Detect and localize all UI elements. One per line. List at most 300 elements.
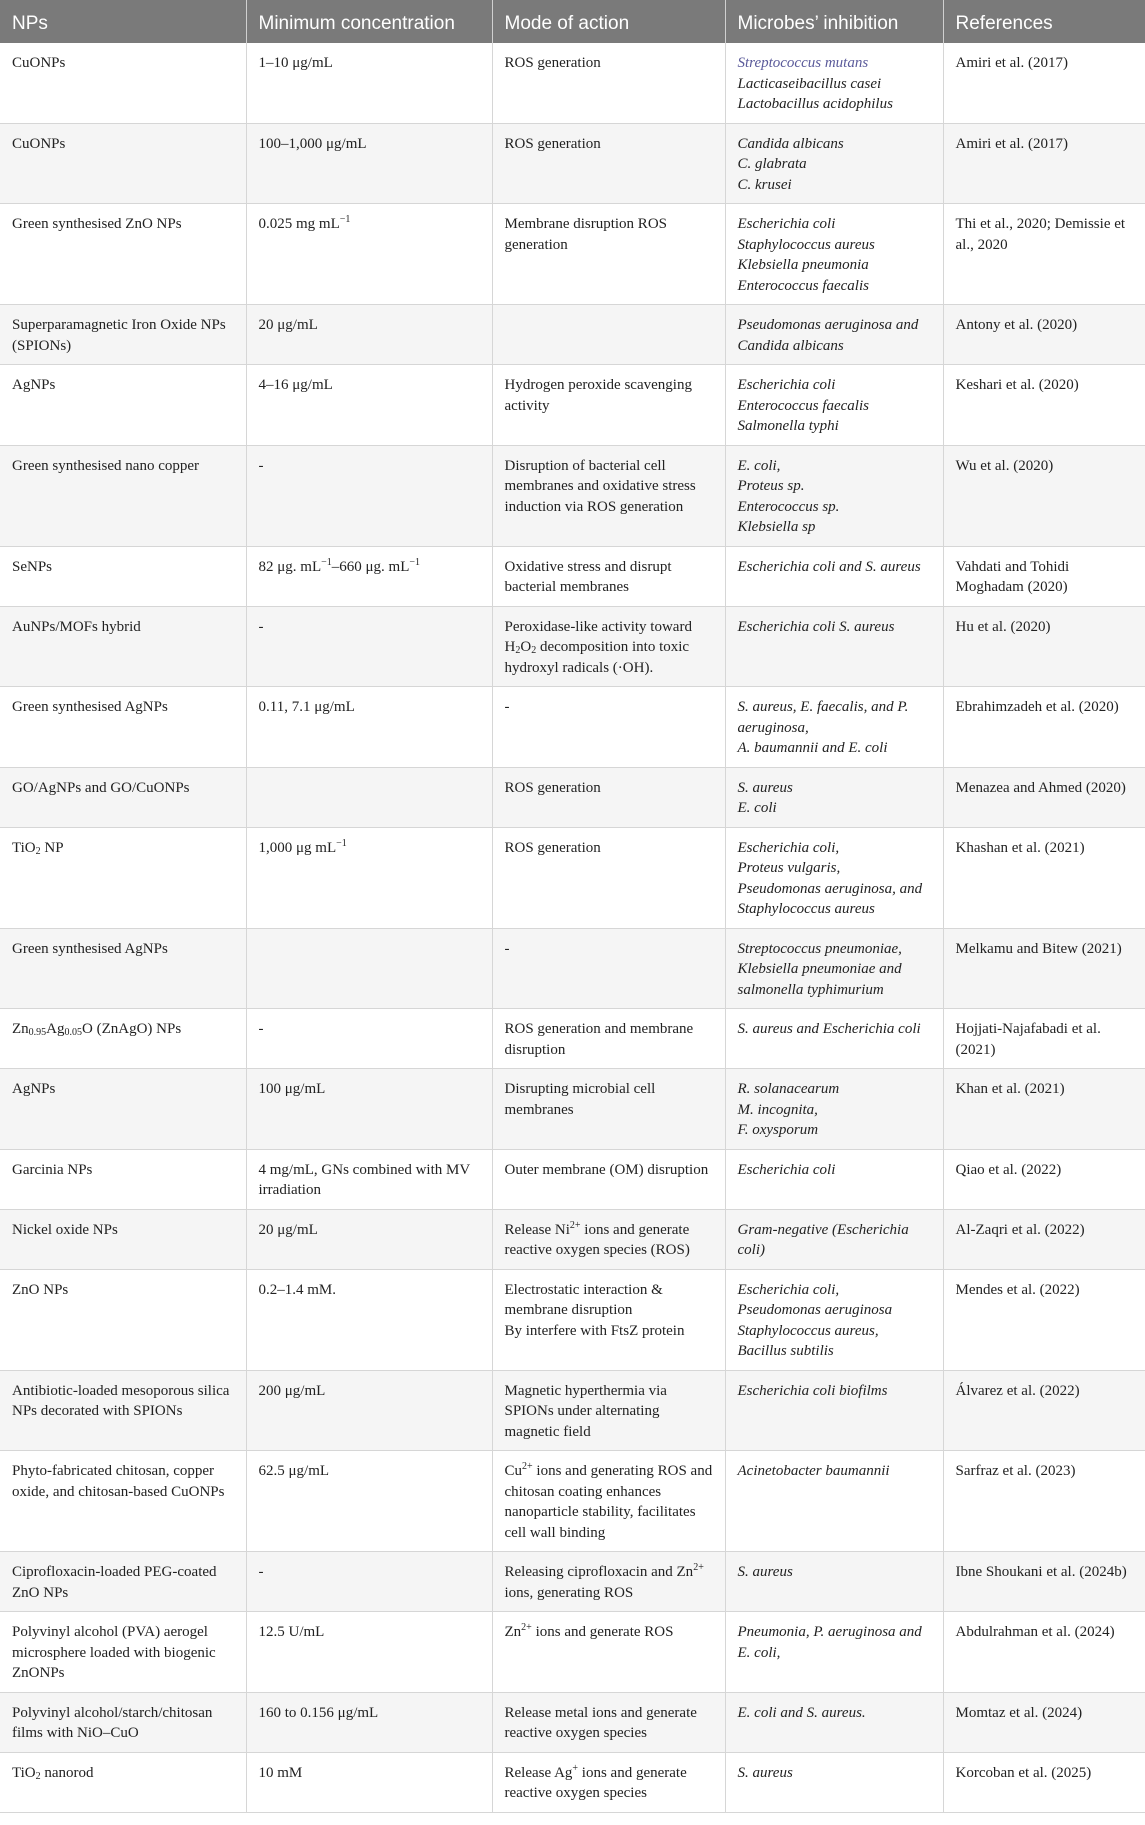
cell-reference — [943, 1149, 1145, 1209]
text-part: Releasing ciprofloxacin and Zn — [504, 1564, 694, 1580]
mode-text: ROS generation — [504, 839, 601, 856]
microbe-name: Acinetobacter baumannii — [737, 1463, 890, 1479]
cell-np — [0, 1209, 246, 1269]
microbe-name: E. coli and S. aureus. — [737, 1704, 866, 1721]
cell-mode-of-action — [492, 687, 725, 768]
subscript: 2 — [515, 645, 521, 656]
cell-np — [0, 1269, 246, 1370]
cell-mode-of-action — [492, 305, 725, 365]
cell-microbes — [725, 1269, 943, 1370]
cell-concentration — [246, 827, 492, 928]
np-name: Antibiotic-loaded mesoporous silica NPs decorated with SPIONs — [12, 1382, 230, 1419]
table-row — [0, 1692, 1145, 1752]
np-name: GO/AgNPs and GO/CuONPs — [12, 779, 190, 796]
cell-reference — [943, 767, 1145, 827]
cell-microbes — [725, 1370, 943, 1451]
table-row — [0, 43, 1145, 123]
header-minimum-concentration: Minimum concentration — [246, 0, 492, 43]
microbe-name: F. oxysporum — [737, 1122, 819, 1138]
cell-np — [0, 1370, 246, 1451]
microbe-name: Escherichia coli biofilms — [737, 1382, 888, 1399]
cell-concentration — [246, 305, 492, 365]
concentration-value: 1–10 μg/mL — [258, 55, 333, 71]
cell-microbes — [725, 1552, 943, 1612]
np-name: Garcinia NPs — [12, 1161, 93, 1178]
mode-text: Oxidative stress and disrupt bacterial membranes — [504, 558, 672, 595]
microbe-name: S. aureus and Escherichia coli — [737, 1021, 921, 1037]
concentration-value: - — [258, 1564, 264, 1580]
table-row — [0, 305, 1145, 365]
cell-mode-of-action — [492, 546, 725, 606]
mode-text: - — [504, 940, 510, 957]
table-row — [0, 1612, 1145, 1693]
cell-mode-of-action — [492, 1009, 725, 1069]
cell-reference — [943, 365, 1145, 446]
microbe-name: Bacillus subtilis — [737, 1343, 834, 1359]
reference-text: Al-Zaqri et al. (2022) — [955, 1221, 1085, 1238]
superscript: + — [572, 1762, 579, 1774]
header-row — [0, 0, 1145, 43]
text-part: TiO — [12, 1764, 36, 1781]
table-row — [0, 687, 1145, 768]
concentration-value: 4–16 μg/mL — [258, 377, 333, 393]
microbe-name: Escherichia coli and S. aureus — [737, 558, 921, 575]
microbe-name: Salmonella typhi — [737, 418, 839, 434]
cell-concentration — [246, 1149, 492, 1209]
cell-mode-of-action — [492, 1552, 725, 1612]
cell-np — [0, 827, 246, 928]
microbe-name: Proteus sp. — [737, 478, 805, 494]
microbe-name: Pneumonia, P. aeruginosa and E. coli, — [737, 1624, 922, 1661]
concentration-value: 4 mg/mL, GNs combined with MV irradiation — [258, 1161, 470, 1198]
cell-mode-of-action — [492, 365, 725, 446]
reference-text: Momtaz et al. (2024) — [955, 1704, 1083, 1721]
superscript: −1 — [409, 556, 421, 568]
table-row — [0, 606, 1145, 687]
text-part: ions and generate reactive oxygen species — [504, 1764, 687, 1801]
cell-concentration — [246, 1552, 492, 1612]
cell-concentration — [246, 445, 492, 546]
microbe-name: Pseudomonas aeruginosa, and — [737, 880, 923, 897]
mode-text: Magnetic hyperthermia via SPIONs under alternating magnetic field — [504, 1382, 667, 1440]
concentration-value: 62.5 μg/mL — [258, 1463, 330, 1479]
table-row — [0, 204, 1145, 305]
concentration-value: - — [258, 618, 264, 635]
table-row — [0, 1149, 1145, 1209]
cell-mode-of-action — [492, 123, 725, 204]
reference-text: Khan et al. (2021) — [955, 1081, 1065, 1097]
concentration-value: 0.2–1.4 mM. — [258, 1281, 337, 1298]
cell-microbes — [725, 305, 943, 365]
text-part: Zn — [12, 1021, 29, 1037]
cell-concentration — [246, 928, 492, 1009]
microbe-name: R. solanacearum — [737, 1081, 840, 1097]
cell-np — [0, 1692, 246, 1752]
concentration-value: - — [258, 457, 264, 474]
reference-text: Abdulrahman et al. (2024) — [955, 1624, 1115, 1640]
cell-np — [0, 767, 246, 827]
subscript: 2 — [35, 1770, 41, 1782]
reference-text: Amiri et al. (2017) — [955, 55, 1068, 71]
np-name: Nickel oxide NPs — [12, 1221, 118, 1238]
microbe-name: A. baumannii and E. coli — [737, 740, 888, 756]
cell-np — [0, 445, 246, 546]
cell-reference — [943, 305, 1145, 365]
reference-text: Ebrahimzadeh et al. (2020) — [955, 699, 1119, 715]
cell-concentration — [246, 1692, 492, 1752]
reference-text: Qiao et al. (2022) — [955, 1161, 1062, 1178]
cell-mode-of-action — [492, 767, 725, 827]
microbe-name: Proteus vulgaris, — [737, 860, 841, 876]
reference-text: Korcoban et al. (2025) — [955, 1764, 1092, 1781]
microbe-name[interactable]: Streptococcus mutans — [737, 55, 869, 71]
microbe-name: S. aureus, E. faecalis, and P. aeruginosa, — [737, 699, 909, 736]
np-name: Polyvinyl alcohol/starch/chitosan films with NiO–CuO — [12, 1704, 213, 1741]
cell-reference — [943, 43, 1145, 123]
microbe-name: E. coli, — [737, 457, 781, 474]
reference-text: Hojjati-Najafabadi et al. (2021) — [955, 1021, 1101, 1058]
cell-mode-of-action — [492, 1209, 725, 1269]
reference-text: Vahdati and Tohidi Moghadam (2020) — [955, 558, 1070, 595]
microbe-name: S. aureus — [737, 1764, 793, 1781]
cell-microbes — [725, 1009, 943, 1069]
microbe-name: C. krusei — [737, 176, 792, 193]
cell-reference — [943, 1069, 1145, 1150]
table-body — [0, 43, 1145, 1812]
cell-microbes — [725, 365, 943, 446]
reference-text: Sarfraz et al. (2023) — [955, 1463, 1076, 1479]
table-row — [0, 1209, 1145, 1269]
cell-np — [0, 1552, 246, 1612]
cell-np — [0, 606, 246, 687]
mode-text: - — [504, 699, 510, 715]
text-part: TiO — [12, 839, 36, 856]
table-row — [0, 445, 1145, 546]
microbe-name: Enterococcus faecalis — [737, 277, 869, 294]
microbe-name: Lactobacillus acidophilus — [737, 96, 893, 112]
table-row — [0, 827, 1145, 928]
cell-reference — [943, 445, 1145, 546]
cell-mode-of-action — [492, 1149, 725, 1209]
reference-text: Ibne Shoukani et al. (2024b) — [955, 1564, 1127, 1580]
mode-text: ROS generation — [504, 55, 601, 71]
superscript: −1 — [339, 214, 351, 225]
microbe-name: Escherichia coli, — [737, 839, 840, 856]
table-row — [0, 546, 1145, 606]
mode-text: ROS generation — [504, 135, 601, 152]
header-references: References — [943, 0, 1145, 43]
mode-text: By interfere with FtsZ protein — [504, 1322, 685, 1339]
cell-np — [0, 123, 246, 204]
np-name: AgNPs — [12, 377, 56, 393]
table-row — [0, 1269, 1145, 1370]
mode-text: ROS generation and membrane disruption — [504, 1021, 694, 1058]
cell-mode-of-action — [492, 827, 725, 928]
concentration-value: 100–1,000 μg/mL — [258, 135, 367, 152]
cell-microbes — [725, 204, 943, 305]
subscript: 0.95 — [28, 1027, 47, 1038]
cell-concentration — [246, 365, 492, 446]
concentration-value: 20 μg/mL — [258, 317, 318, 333]
microbe-name: Streptococcus pneumoniae, — [737, 940, 902, 957]
text-part: 82 μg. mL — [258, 558, 322, 575]
cell-mode-of-action — [492, 1269, 725, 1370]
cell-concentration — [246, 43, 492, 123]
text-part: decomposition into toxic hydroxyl radicals (·OH). — [504, 639, 690, 676]
concentration-value: - — [258, 1021, 264, 1037]
microbe-name: Klebsiella pneumoniae and — [737, 961, 902, 977]
np-name: Phyto-fabricated chitosan, copper oxide, and chitosan-based CuONPs — [12, 1463, 225, 1500]
np-name: CuONPs — [12, 55, 66, 71]
cell-mode-of-action — [492, 928, 725, 1009]
table-row — [0, 928, 1145, 1009]
reference-text: Keshari et al. (2020) — [955, 377, 1079, 393]
cell-reference — [943, 1009, 1145, 1069]
superscript: 2+ — [521, 1622, 532, 1633]
cell-reference — [943, 928, 1145, 1009]
cell-mode-of-action — [492, 1752, 725, 1812]
concentration-value: 0.11, 7.1 μg/mL — [258, 699, 355, 715]
cell-mode-of-action — [492, 1451, 725, 1552]
table-row — [0, 123, 1145, 204]
np-name: AuNPs/MOFs hybrid — [12, 618, 141, 635]
cell-microbes — [725, 827, 943, 928]
cell-concentration — [246, 123, 492, 204]
subscript: 2 — [35, 845, 41, 857]
microbe-name: Pseudomonas aeruginosa and Candida albicans — [737, 317, 919, 354]
cell-microbes — [725, 43, 943, 123]
cell-mode-of-action — [492, 204, 725, 305]
concentration-value: 160 to 0.156 μg/mL — [258, 1704, 379, 1721]
header-nps: NPs — [0, 0, 246, 43]
cell-np — [0, 305, 246, 365]
superscript: 2+ — [522, 1461, 533, 1472]
text-part: Peroxidase-like activity toward H — [504, 618, 692, 655]
text-part: 1,000 μg mL — [258, 839, 337, 856]
reference-text: Álvarez et al. (2022) — [955, 1382, 1080, 1399]
cell-concentration — [246, 204, 492, 305]
cell-microbes — [725, 1752, 943, 1812]
microbe-name: Klebsiella sp — [737, 519, 816, 535]
mode-text: Hydrogen peroxide scavenging activity — [504, 377, 692, 414]
cell-np — [0, 1069, 246, 1150]
microbe-name: Staphylococcus aureus — [737, 901, 875, 917]
concentration-value: 20 μg/mL — [258, 1221, 318, 1238]
microbe-name: Escherichia coli — [737, 1161, 836, 1178]
header-microbes-inhibition: Microbes’ inhibition — [725, 0, 943, 43]
cell-mode-of-action — [492, 1612, 725, 1693]
microbe-name: Escherichia coli, — [737, 1281, 840, 1298]
cell-reference — [943, 606, 1145, 687]
mode-text: Release metal ions and generate reactive oxygen species — [504, 1704, 697, 1741]
mode-text: Electrostatic interaction & membrane disruption — [504, 1281, 663, 1318]
text-part: Cu — [504, 1463, 523, 1479]
cell-reference — [943, 687, 1145, 768]
microbe-name: Escherichia coli S. aureus — [737, 618, 895, 635]
np-name: Green synthesised nano copper — [12, 457, 200, 474]
table-row — [0, 767, 1145, 827]
cell-np — [0, 687, 246, 768]
cell-reference — [943, 546, 1145, 606]
text-part: nanorod — [40, 1764, 94, 1781]
microbe-name: C. glabrata — [737, 156, 807, 172]
reference-text: Melkamu and Bitew (2021) — [955, 940, 1122, 957]
microbe-name: E. coli — [737, 800, 777, 816]
text-part: Ag — [46, 1021, 65, 1037]
text-part: 0.025 mg mL — [258, 216, 340, 232]
cell-np — [0, 43, 246, 123]
text-part: ions and generating ROS and chitosan coating enhances nanoparticle stability, facilitates cell wall binding — [504, 1463, 713, 1541]
table-row — [0, 1069, 1145, 1150]
table-row — [0, 365, 1145, 446]
cell-microbes — [725, 123, 943, 204]
subscript: 2 — [531, 645, 537, 656]
cell-concentration — [246, 687, 492, 768]
reference-text: Thi et al., 2020; Demissie et al., 2020 — [955, 216, 1126, 253]
mode-text: ROS generation — [504, 779, 601, 796]
header-mode-of-action: Mode of action — [492, 0, 725, 43]
cell-microbes — [725, 928, 943, 1009]
microbe-name: M. incognita, — [737, 1101, 818, 1118]
cell-microbes — [725, 1612, 943, 1693]
microbe-name: Pseudomonas aeruginosa — [737, 1302, 893, 1318]
text-part: –660 μg. mL — [331, 558, 410, 575]
cell-concentration — [246, 1612, 492, 1693]
cell-microbes — [725, 1069, 943, 1150]
microbe-name: Staphylococcus aureus, — [737, 1322, 879, 1339]
table-row — [0, 1752, 1145, 1812]
cell-reference — [943, 1451, 1145, 1552]
np-name: SeNPs — [12, 558, 53, 575]
cell-reference — [943, 204, 1145, 305]
microbe-name: Klebsiella pneumonia — [737, 257, 869, 273]
microbe-name: Staphylococcus aureus — [737, 236, 875, 253]
cell-concentration — [246, 1209, 492, 1269]
cell-mode-of-action — [492, 606, 725, 687]
np-name: Polyvinyl alcohol (PVA) aerogel microsphere loaded with biogenic ZnONPs — [12, 1624, 216, 1681]
np-name: CuONPs — [12, 135, 66, 152]
cell-reference — [943, 1752, 1145, 1812]
cell-reference — [943, 1269, 1145, 1370]
superscript: −1 — [321, 556, 332, 568]
concentration-value: 100 μg/mL — [258, 1081, 326, 1097]
mode-text: Disrupting microbial cell membranes — [504, 1081, 656, 1118]
superscript: 2+ — [569, 1219, 581, 1231]
np-name: AgNPs — [12, 1081, 56, 1097]
table-row — [0, 1370, 1145, 1451]
reference-text: Amiri et al. (2017) — [955, 135, 1068, 152]
cell-mode-of-action — [492, 43, 725, 123]
microbe-name: Gram-negative (Escherichia coli) — [737, 1221, 909, 1258]
cell-mode-of-action — [492, 445, 725, 546]
microbe-name: S. aureus — [737, 1564, 793, 1580]
cell-np — [0, 1009, 246, 1069]
cell-concentration — [246, 1269, 492, 1370]
text-part: ions and generate reactive oxygen species (ROS) — [504, 1221, 690, 1258]
microbe-name: Escherichia coli — [737, 377, 836, 393]
cell-reference — [943, 123, 1145, 204]
microbe-name: Candida albicans — [737, 135, 844, 152]
cell-concentration — [246, 1451, 492, 1552]
cell-reference — [943, 1552, 1145, 1612]
cell-np — [0, 1752, 246, 1812]
concentration-value: 200 μg/mL — [258, 1382, 326, 1399]
cell-reference — [943, 1612, 1145, 1693]
subscript: 0.05 — [64, 1027, 83, 1038]
cell-np — [0, 928, 246, 1009]
text-part: ions, generating ROS — [504, 1584, 634, 1601]
cell-concentration — [246, 1009, 492, 1069]
table-row — [0, 1451, 1145, 1552]
cell-microbes — [725, 606, 943, 687]
cell-reference — [943, 1692, 1145, 1752]
reference-text: Hu et al. (2020) — [955, 618, 1051, 635]
cell-mode-of-action — [492, 1370, 725, 1451]
concentration-value: 12.5 U/mL — [258, 1624, 325, 1640]
cell-concentration — [246, 1752, 492, 1812]
mode-text: Disruption of bacterial cell membranes and oxidative stress induction via ROS generation — [504, 457, 696, 515]
text-part: NP — [40, 839, 64, 856]
mode-text: Outer membrane (OM) disruption — [504, 1161, 709, 1178]
superscript: −1 — [336, 837, 347, 849]
text-part: ions and generate ROS — [531, 1624, 674, 1640]
text-part: O — [520, 639, 532, 655]
cell-concentration — [246, 1370, 492, 1451]
reference-text: Mendes et al. (2022) — [955, 1281, 1080, 1298]
microbe-name: Escherichia coli — [737, 216, 836, 232]
concentration-value: 10 mM — [258, 1764, 303, 1781]
cell-np — [0, 1451, 246, 1552]
text-part: Zn — [504, 1624, 522, 1640]
reference-text: Menazea and Ahmed (2020) — [955, 779, 1126, 796]
cell-concentration — [246, 1069, 492, 1150]
mode-text: Membrane disruption ROS generation — [504, 216, 667, 253]
cell-np — [0, 546, 246, 606]
microbe-name: S. aureus — [737, 779, 793, 796]
cell-microbes — [725, 546, 943, 606]
cell-reference — [943, 827, 1145, 928]
cell-microbes — [725, 687, 943, 768]
cell-np — [0, 1612, 246, 1693]
cell-np — [0, 365, 246, 446]
np-name: Superparamagnetic Iron Oxide NPs (SPIONs) — [12, 317, 226, 354]
cell-reference — [943, 1370, 1145, 1451]
cell-microbes — [725, 1692, 943, 1752]
cell-concentration — [246, 546, 492, 606]
microbe-name: Lacticaseibacillus casei — [737, 75, 882, 92]
cell-reference — [943, 1209, 1145, 1269]
cell-microbes — [725, 767, 943, 827]
cell-np — [0, 204, 246, 305]
cell-microbes — [725, 1209, 943, 1269]
table-row — [0, 1552, 1145, 1612]
reference-text: Wu et al. (2020) — [955, 457, 1054, 474]
cell-microbes — [725, 1149, 943, 1209]
superscript: 2+ — [693, 1562, 704, 1573]
cell-mode-of-action — [492, 1069, 725, 1150]
np-name: Green synthesised AgNPs — [12, 699, 168, 715]
cell-mode-of-action — [492, 1692, 725, 1752]
np-name: Green synthesised ZnO NPs — [12, 216, 182, 232]
text-part: Release Ni — [504, 1221, 570, 1238]
cell-microbes — [725, 1451, 943, 1552]
cell-np — [0, 1149, 246, 1209]
cell-microbes — [725, 445, 943, 546]
cell-concentration — [246, 606, 492, 687]
cell-concentration — [246, 767, 492, 827]
microbe-name: Enterococcus faecalis — [737, 397, 869, 414]
microbe-name: salmonella typhimurium — [737, 981, 884, 998]
